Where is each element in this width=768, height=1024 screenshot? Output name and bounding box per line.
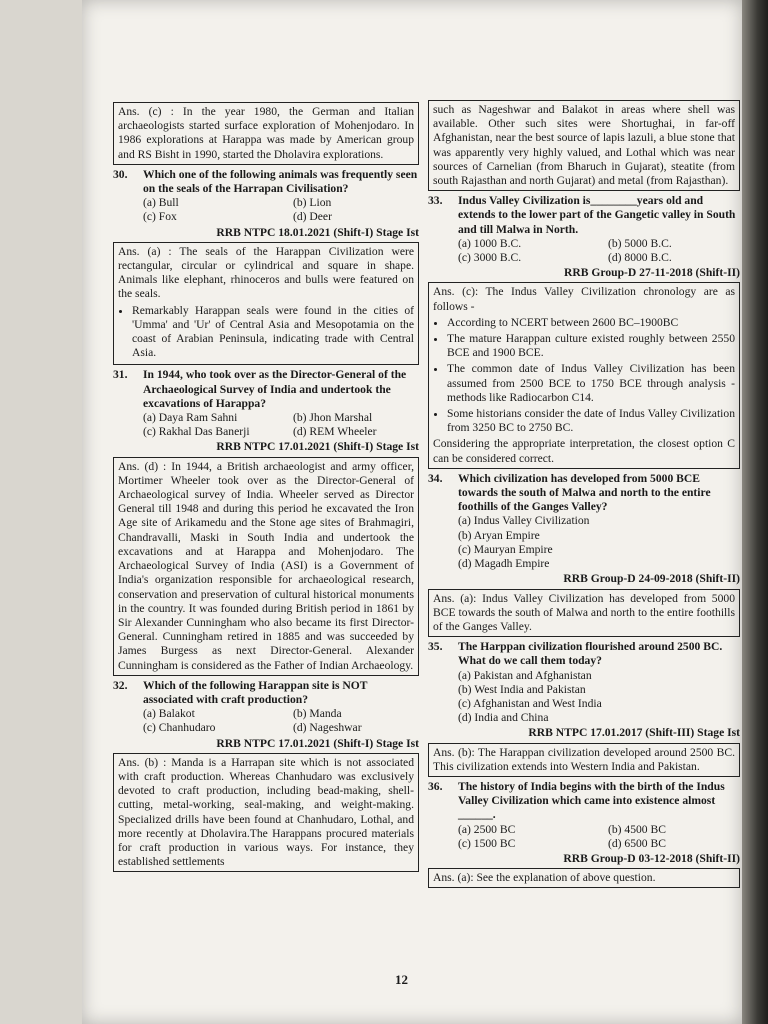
option: (b) Jhon Marshal bbox=[293, 411, 373, 425]
options-32 bbox=[143, 707, 419, 735]
option: (d) Deer bbox=[293, 210, 332, 224]
option: (c) 1500 BC bbox=[458, 836, 516, 850]
answer-box-31 bbox=[113, 457, 419, 676]
option: (d) REM Wheeler bbox=[293, 425, 377, 439]
option: (d) India and China bbox=[458, 711, 549, 725]
bullet-item: • The mature Harappan culture existed roughly between 2550 BCE and 1900 BCE. bbox=[447, 332, 735, 360]
option: (a) Daya Ram Sahni bbox=[143, 411, 238, 425]
answer-box-29 bbox=[113, 102, 419, 165]
option: (a) Balakot bbox=[143, 707, 195, 721]
page-number: 12 bbox=[395, 972, 408, 987]
source-35: RRB NTPC 17.01.2017 (Shift-III) Stage Ist bbox=[528, 726, 740, 740]
option: (a) 1000 B.C. bbox=[458, 236, 522, 250]
answer-box-35 bbox=[428, 743, 740, 777]
question-32 bbox=[113, 679, 419, 707]
answer-box-32 bbox=[113, 753, 419, 873]
answer-33-text: Ans. (c): The Indus Valley Civilization chronology are as follows - bbox=[433, 285, 735, 313]
answer-box-36 bbox=[428, 868, 740, 888]
question-30 bbox=[113, 168, 419, 196]
question-number: 30. bbox=[113, 167, 128, 181]
question-31 bbox=[113, 368, 419, 411]
question-number: 34. bbox=[428, 471, 443, 485]
source-34: RRB Group-D 24-09-2018 (Shift-II) bbox=[563, 572, 740, 586]
left-column bbox=[113, 100, 419, 874]
question-34 bbox=[428, 472, 740, 515]
question-text: The history of India begins with the birth of the Indus Valley Civilization which came into existence almost ______. bbox=[458, 779, 725, 822]
source-33: RRB Group-D 27-11-2018 (Shift-II) bbox=[564, 266, 740, 280]
option: (c) Afghanistan and West India bbox=[458, 696, 602, 710]
option: (b) Manda bbox=[293, 707, 342, 721]
answer-box-34 bbox=[428, 589, 740, 638]
book-spine-edge bbox=[742, 0, 768, 1024]
answer-31-text: Ans. (d) : In 1944, a British archaeologist and army officer, Mortimer Wheeler took over as the Director-General of Archaeological survey of India. Wheeler served as Director General till 1948 and during this period he excavated the Iron Age site of Arikamedu and the Stone age sites of Brahmagiri, Chandravalli, Maski in South India and undertook the excavations and at Harappa and Mohenjodaro. The Archaeological Survey of India (ASI) is a Government of India's organization responsible for archaeological research, conservation and preservation of cultural historical monuments in the country. It was founded during British period in 1861 by Sir Alexander Cunningham who also became its first Director-General. Cunningham retired in 1885 and was succeeded by James Burgess as next Director-General. Alexander Cunningham is considered as the Father of Indian Archaeology. bbox=[118, 459, 414, 672]
answer-32-text: Ans. (b) : Manda is a Harrapan site which is not associated with craft production. Whereas Chanhudaro was exclusively devoted to craft production, including bead-making, shell-cutting, metal-working, seal-making, and weight-making. Specialized drills have been found at Chanhudaro, Lothal, and more recently at Dholavira.The Harappans procured materials for craft production in various ways. For instance, they established settlements bbox=[118, 755, 414, 869]
bullet-item: • The common date of Indus Valley Civilization has been assumed from 2500 BCE to 1750 BCE through analysis - methods like Radiocarbon C14. bbox=[447, 362, 735, 405]
question-text: Which of the following Harappan site is NOT associated with craft production? bbox=[143, 678, 368, 706]
answer-box-30 bbox=[113, 242, 419, 366]
answer-34-text: Ans. (a): Indus Valley Civilization has developed from 5000 BCE towards the south of Malwa and north to the entire foothills of the Ganges Valley. bbox=[433, 591, 735, 633]
answer-30-bullets bbox=[118, 304, 414, 361]
options-33 bbox=[458, 237, 740, 265]
question-35 bbox=[428, 640, 740, 668]
question-number: 33. bbox=[428, 194, 443, 208]
option: (a) Bull bbox=[143, 196, 179, 210]
option: (c) Mauryan Empire bbox=[458, 542, 553, 556]
answer-33-conclusion: Considering the appropriate interpretation, the closest option C can be considered correct. bbox=[433, 437, 735, 465]
option: (d) 6500 BC bbox=[608, 836, 666, 850]
option: (a) 2500 BC bbox=[458, 822, 516, 836]
option: (b) 5000 B.C. bbox=[608, 236, 672, 250]
bullet-item: • Remarkably Harappan seals were found in the cities of 'Umma' and 'Ur' of Central Asia and Mesopotamia on the coast of Arabian Peninsula, indicating trade with Central Asia. bbox=[132, 304, 414, 361]
answer-32-continued-text: such as Nageshwar and Balakot in areas where shell was available. Other such sites were Shortughai, in far-off Afghanistan, near the best source of lapis lazuli, a blue stone that was apparently very highly valued, and Lothal which was near sources of Carnelian (from Bharuch in Gujarat), steatite (from south Rajasthan and north Gujarat) and metal (from Rajasthan). bbox=[433, 103, 735, 188]
options-30 bbox=[143, 196, 419, 224]
options-36 bbox=[458, 823, 740, 851]
option: (c) Fox bbox=[143, 210, 177, 224]
option: (a) Indus Valley Civilization bbox=[458, 514, 590, 528]
answer-box-32-continued bbox=[428, 100, 740, 191]
question-number: 32. bbox=[113, 678, 128, 692]
question-text: In 1944, who took over as the Director-General of the Archaeological Survey of India and undertook the excavations of Harappa? bbox=[143, 368, 407, 410]
question-number: 36. bbox=[428, 779, 443, 793]
option: (c) Chanhudaro bbox=[143, 721, 216, 735]
option: (c) 3000 B.C. bbox=[458, 251, 522, 265]
options-34 bbox=[458, 514, 740, 571]
answer-30-text: Ans. (a) : The seals of the Harappan Civilization were rectangular, circular or cylindrical and square in shape. Animals like elephant, rhinoceros and bulls were featured on the seals. bbox=[118, 244, 414, 301]
option: (d) Nageshwar bbox=[293, 721, 362, 735]
option: (b) Lion bbox=[293, 196, 332, 210]
source-31: RRB NTPC 17.01.2021 (Shift-I) Stage Ist bbox=[216, 440, 419, 454]
option: (c) Rakhal Das Banerji bbox=[143, 425, 250, 439]
source-30: RRB NTPC 18.01.2021 (Shift-I) Stage Ist bbox=[216, 225, 419, 239]
right-column bbox=[428, 100, 740, 890]
answer-box-33 bbox=[428, 282, 740, 468]
question-number: 35. bbox=[428, 640, 443, 654]
bullet-item: • Some historians consider the date of Indus Valley Civilization from 3250 BC to 2750 BC. bbox=[447, 407, 735, 435]
question-text: Which one of the following animals was frequently seen on the seals of the Harrapan Civilisation? bbox=[143, 167, 418, 196]
options-35 bbox=[458, 669, 740, 726]
option: (d) 8000 B.C. bbox=[608, 251, 672, 265]
question-36 bbox=[428, 780, 740, 823]
answer-29-text: Ans. (c) : In the year 1980, the German and Italian archaeologists started surface exploration of Mohenjodaro. In 1986 explorations at Harappa was made by American group and RS Bisht in 1990, started the Dholavira explorations. bbox=[118, 105, 414, 161]
option: (b) Aryan Empire bbox=[458, 528, 540, 542]
option: (d) Magadh Empire bbox=[458, 557, 550, 571]
answer-36-text: Ans. (a): See the explanation of above question. bbox=[433, 871, 656, 885]
option: (b) West India and Pakistan bbox=[458, 682, 586, 696]
question-33 bbox=[428, 194, 740, 237]
answer-33-bullets bbox=[433, 316, 735, 436]
question-text: Indus Valley Civilization is________years old and extends to the lower part of the Gangetic valley in South and till Malwa in North. bbox=[458, 194, 736, 236]
option: (b) 4500 BC bbox=[608, 822, 666, 836]
answer-35-text: Ans. (b): The Harappan civilization developed around 2500 BC. This civilization extends into Western India and Pakistan. bbox=[433, 745, 735, 773]
bullet-item: • According to NCERT between 2600 BC–1900BC bbox=[447, 316, 735, 330]
source-32: RRB NTPC 17.01.2021 (Shift-I) Stage Ist bbox=[216, 736, 419, 750]
source-36: RRB Group-D 03-12-2018 (Shift-II) bbox=[563, 851, 740, 865]
question-text: The Harppan civilization flourished around 2500 BC. What do we call them today? bbox=[458, 640, 723, 668]
options-31 bbox=[143, 411, 419, 439]
option: (a) Pakistan and Afghanistan bbox=[458, 668, 592, 682]
question-text: Which civilization has developed from 5000 BCE towards the south of Malwa and north to the entire foothills of the Ganges Valley? bbox=[458, 471, 711, 514]
question-number: 31. bbox=[113, 368, 128, 382]
